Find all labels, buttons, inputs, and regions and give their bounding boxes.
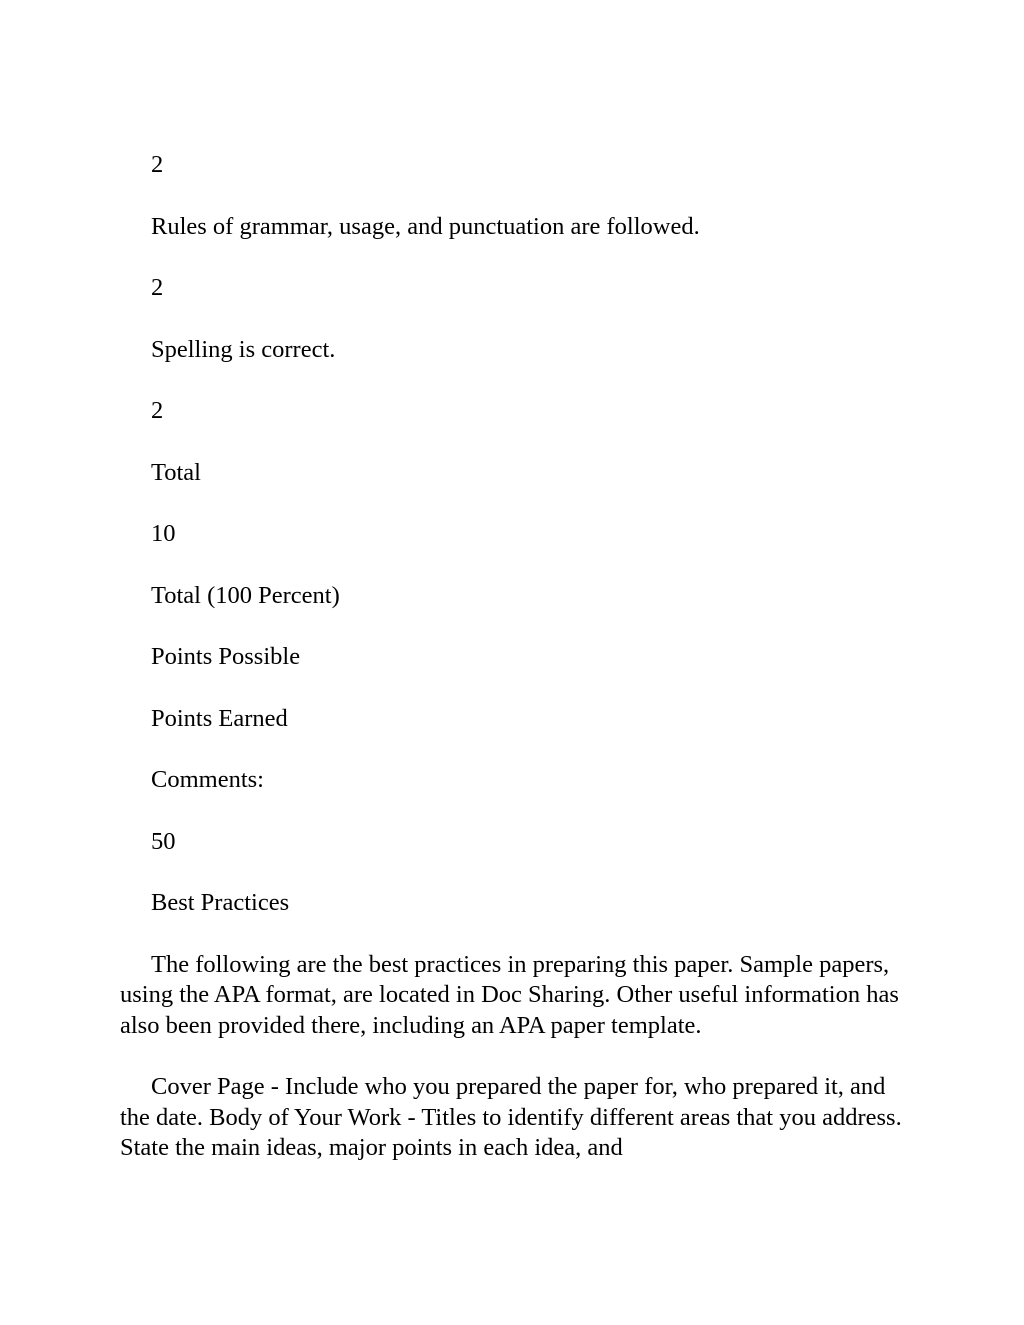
total-label: Total xyxy=(151,458,201,486)
section-heading: Best Practices xyxy=(151,889,290,916)
body-paragraph: Cover Page - Include who you prepared the paper for, who prepared it, and the date. Body of Your Work - Titles to identify different areas that you address. State the main ideas, major points in each idea, and xyxy=(120,1073,902,1161)
points-value: 2 xyxy=(151,151,164,178)
points-value: 2 xyxy=(151,397,164,424)
points-possible-label: Points Possible xyxy=(151,643,301,670)
criterion-spelling: Spelling is correct. xyxy=(151,335,336,363)
total-percent-label: Total (100 Percent) xyxy=(151,581,340,609)
total-value: 10 xyxy=(151,520,176,547)
body-paragraph: The following are the best practices in preparing this paper. Sample papers, using the APA format, are located in Doc Sharing. Other useful information has also been provided there, including an APA paper template. xyxy=(120,950,899,1039)
document-page xyxy=(120,150,920,1195)
comments-label: Comments: xyxy=(151,766,264,793)
criterion-grammar: Rules of grammar, usage, and punctuation are followed. xyxy=(151,212,700,240)
points-earned-label: Points Earned xyxy=(151,704,288,732)
points-value: 2 xyxy=(151,274,164,301)
points-possible-value: 50 xyxy=(151,827,176,855)
